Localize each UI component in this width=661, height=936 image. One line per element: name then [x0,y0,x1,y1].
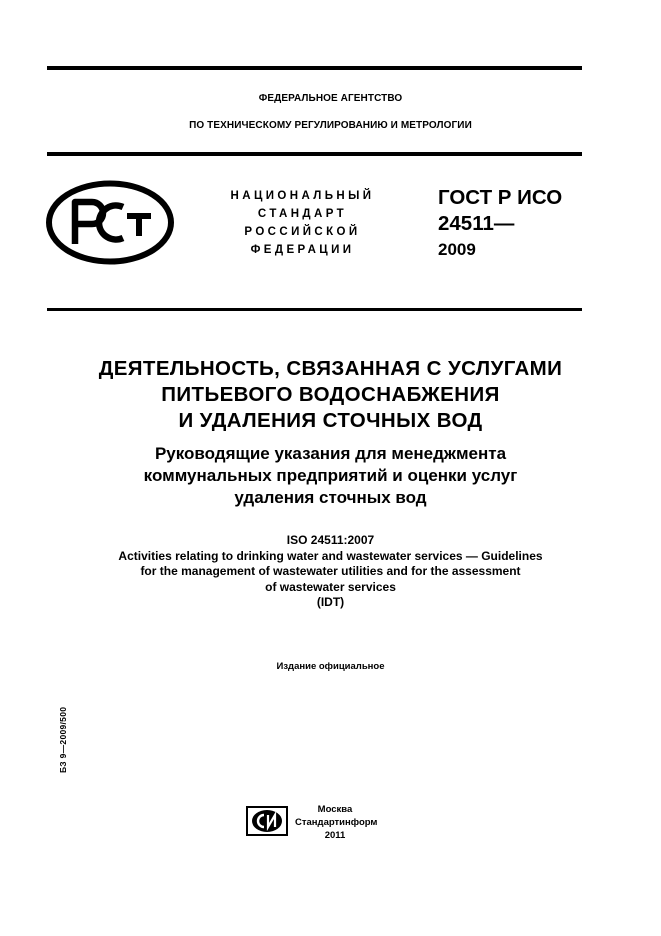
subtitle [0,443,661,509]
iso-title-line-2: for the management of wastewater utilities and for the assessment [140,564,521,578]
edition-label: Издание официальное [276,661,385,672]
standard-label-3: РОССИЙСКОЙ [244,226,361,238]
rst-logo-icon [45,180,175,265]
agency-line-1: ФЕДЕРАЛЬНОЕ АГЕНТСТВО [258,93,403,104]
iso-number: ISO 24511:2007 [286,533,375,547]
iso-title-line-3: of wastewater services [265,579,396,594]
designation-line-2: 24511— [438,212,515,235]
publisher-name: Стандартинформ [295,817,378,828]
iso-reference [0,533,661,611]
iso-title-line-1: Activities relating to drinking water and wastewater services — Guidelines [118,548,543,563]
publisher-city: Москва [317,804,353,815]
agency-line-2: ПО ТЕХНИЧЕСКОМУ РЕГУЛИРОВАНИЮ И МЕТРОЛОГИИ [189,120,472,131]
main-title-line-1: ДЕЯТЕЛЬНОСТЬ, СВЯЗАННАЯ С УСЛУГАМИ [98,357,563,380]
subtitle-line-2: коммунальных предприятий и оценки услуг [143,466,518,485]
iso-equivalence: (IDT) [316,595,345,609]
standartinform-logo-icon [246,806,288,836]
standard-designation [438,185,562,263]
standard-label-1: НАЦИОНАЛЬНЫЙ [230,190,375,202]
main-title [0,356,661,434]
designation-line-1: ГОСТ Р ИСО [438,186,563,209]
designation-year: 2009 [438,240,476,259]
publisher-year: 2011 [324,830,346,841]
subtitle-line-1: Руководящие указания для менеджмента [154,444,507,463]
publisher-info [295,803,378,842]
main-title-line-2: ПИТЬЕВОГО ВОДОСНАБЖЕНИЯ [161,383,500,406]
main-title-line-3: И УДАЛЕНИЯ СТОЧНЫХ ВОД [178,409,483,432]
designation-rule [47,308,582,311]
standard-label-2: СТАНДАРТ [257,208,348,220]
subtitle-line-3: удаления сточных вод [234,488,427,507]
header-rule [47,152,582,156]
standard-label-4: ФЕДЕРАЦИИ [250,244,355,256]
top-rule [47,66,582,70]
side-code: БЗ 9—2009/500 [58,706,68,773]
